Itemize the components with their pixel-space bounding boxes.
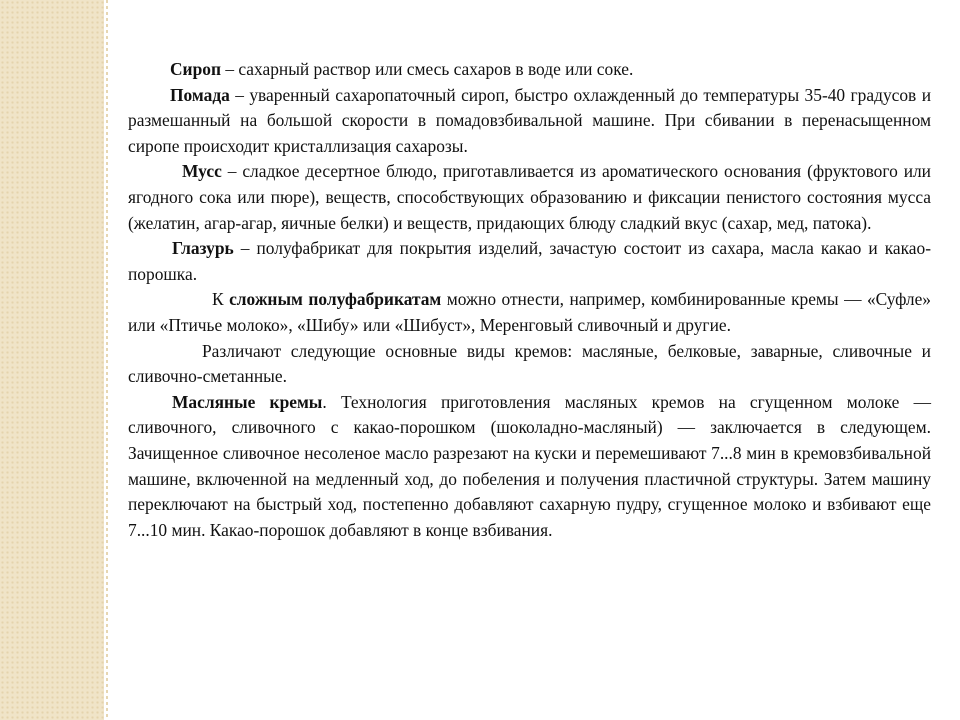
paragraph-pomada <box>128 83 931 160</box>
term-sirop: Сироп <box>170 59 221 79</box>
term-glazur: Глазурь <box>172 238 234 259</box>
term-pomada: Помада <box>170 84 230 105</box>
slide-text <box>128 57 931 543</box>
paragraph-sirop <box>128 57 931 83</box>
paragraph-glazur <box>128 236 931 287</box>
definition-butter-creams: . Технология приготовления масляных кремов на сгущенном молоке — сливочного, сливочного с какао-порошком (шоколадно-масляный) — заключается в следующем. Зачищенное сливочное несоленое масло разрезают на куски и перемешивают 7...8 мин в кремовзбивальной машине, включенной на медленный ход, до побеления и получения пластичной структуры. Затем машину переключают на быстрый ход, постепенно добавляют сахарную пудру, сгущенное молоко и взбивают еще 7...10 мин. Какао-порошок добавляют в конце взбивания. <box>128 391 931 540</box>
decorative-side-band <box>0 0 104 720</box>
definition-complex-semis: можно отнести, например, комбинированные кремы — «Суфле» или «Птичье молоко», «Шибу» или «Шибуст», Меренговый сливочный и другие. <box>128 289 931 335</box>
paragraph-cream-types <box>128 339 931 390</box>
definition-pomada: – уваренный сахаропаточный сироп, быстро охлажденный до температуры 35-40 градусов и размешанный на большой скорости в помадовзбивальной машине. При сбивании в перенасыщенном сиропе происходит кристаллизация сахарозы. <box>128 84 931 156</box>
term-muss: Мусс <box>182 161 222 182</box>
decorative-divider <box>106 0 108 720</box>
term-butter-creams: Масляные кремы <box>172 391 323 412</box>
term-complex-semis: сложным полуфабрикатам <box>229 289 442 310</box>
definition-glazur: – полуфабрикат для покрытия изделий, зачастую состоит из сахара, масла какао и какао-порошка. <box>128 238 931 284</box>
definition-sirop: – сахарный раствор или смесь сахаров в воде или соке. <box>220 59 634 79</box>
cream-types-text: Различают следующие основные виды кремов: масляные, белковые, заварные, сливочные и сливочно-сметанные. <box>128 340 931 387</box>
paragraph-complex-semis <box>128 287 931 338</box>
paragraph-muss <box>128 159 931 236</box>
complex-semis-prefix: К <box>212 289 230 310</box>
paragraph-butter-creams <box>128 390 931 544</box>
definition-muss: – сладкое десертное блюдо, приготавливается из ароматического основания (фруктового или ягодного сока или пюре), веществ, способствующих образованию и фиксации пенистого состояния мусса (желатин, агар-агар, яичные белки) и веществ, придающих блюду сладкий вкус (сахар, мед, патока). <box>128 161 931 233</box>
